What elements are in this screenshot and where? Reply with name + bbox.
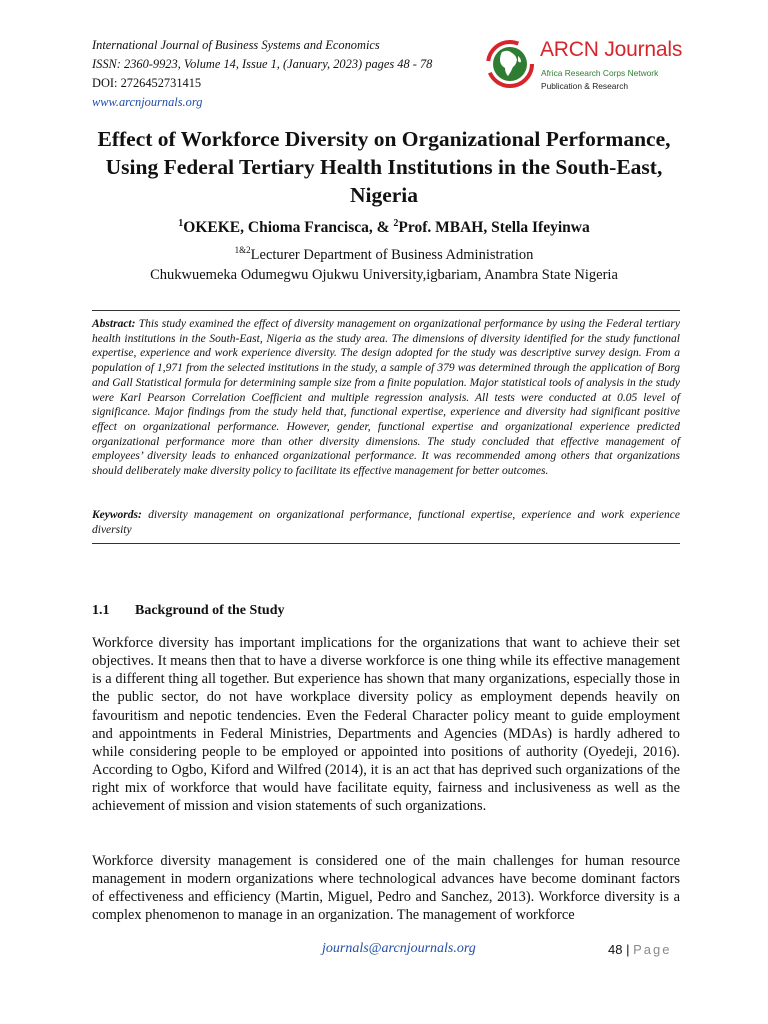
keywords-text: diversity management on organizational performance, functional expertise, experience and work experience diversity bbox=[92, 509, 680, 536]
issn-line: ISSN: 2360-9923, Volume 14, Issue 1, (January, 2023) pages 48 - 78 bbox=[92, 57, 433, 71]
paper-title: Effect of Workforce Diversity on Organizational Performance, Using Federal Tertiary Health Institutions in the South-East, Nigeria bbox=[97, 127, 671, 207]
body-paragraph-1: Workforce diversity has important implications for the organizations that want to achieve their set objectives. It means then that to have a diverse workforce is one thing while its effective management is a different thing all together. But experience has shown that many organizations, especially those in the public sector, do not have workplace diversity policy as employment depends heavily on favouritism and nepotic tendencies. Even the Federal Character policy meant to guide employment and appointments in Federal Ministries, Departments and Agencies (MDAs) is hardly adhered to while considering people to be employed or appointed into positions of authority (Oyedeji, 2016). According to Ogbo, Kiford and Wilfred (2014), it is an act that has deprived such organizations of the right mix of workforce that would have facilitate equity, fairness and inclusiveness as well as the achievement of mission and vision statements of such organizations. bbox=[92, 635, 680, 815]
abstract bbox=[92, 317, 680, 479]
keywords bbox=[92, 508, 680, 537]
journal-url-link[interactable]: www.arcnjournals.org bbox=[92, 95, 203, 109]
page-label: Page bbox=[633, 942, 672, 957]
affiliation bbox=[80, 240, 688, 285]
logo-title: ARCN Journals bbox=[540, 38, 683, 61]
author2-superscript: 2 bbox=[393, 218, 399, 229]
affiliation-department: Lecturer Department of Business Administration bbox=[250, 247, 534, 263]
abstract-bottom-rule bbox=[92, 543, 680, 544]
body-paragraph-2: Workforce diversity management is considered one of the main challenges for human resource management in modern organizations where technological advances have become dominant factors of effectiveness and efficiency (Martin, Miguel, Pedro and Sanchez, 2013). Workforce diversity is a complex phenomenon to manage in an organization. The management of workforce bbox=[92, 853, 680, 924]
abstract-top-rule bbox=[92, 310, 680, 311]
page-number bbox=[608, 942, 671, 957]
arcn-logo bbox=[484, 36, 684, 100]
author1-name: OKEKE, Chioma Francisca, & bbox=[183, 219, 394, 236]
affiliation-university: Chukwuemeka Odumegwu Ojukwu University,igbariam, Anambra State Nigeria bbox=[150, 267, 618, 283]
author1-superscript: 1 bbox=[178, 218, 184, 229]
journal-name: International Journal of Business Systems and Economics bbox=[92, 38, 380, 52]
section-number: 1.1 bbox=[92, 603, 110, 618]
journal-metadata bbox=[92, 36, 432, 112]
abstract-text: This study examined the effect of diversity management on organizational performance by using the Federal tertiary health institutions in the South-East, Nigeria as the study area. The dimensions of diversity identified for the study functional expertise, experience and work experience diversity. The design adopted for the study was descriptive survey design. From a population of 1,971 from the selected institutions in the study, a sample of 379 was determined through the application of Borg and Gall Statistical formula for determining sample size from a finite population. Major statistical tools of analysis in the study were Karl Pearson Correlation Coefficient and multiple regression analysis. All tests were conducted at 0.05 level of significance. Major findings from the study held that, functional expertise, experience and diversity had significant positive effect on organizational performance. However, gender, functional expertise and organizational experience predicted organizational performance more than other diversity dimensions. The study concluded that effective management of employees’ diversity leads to enhanced organizational performance. It was recommended among others that organizations should deliberately make diversity policy to facilitate its effective management for better outcomes. bbox=[92, 318, 680, 478]
footer-email-link[interactable]: journals@arcnjournals.org bbox=[322, 941, 476, 956]
globe-icon bbox=[484, 38, 536, 90]
abstract-label: Abstract: bbox=[92, 318, 136, 330]
page-number-value: 48 bbox=[608, 942, 623, 957]
section-heading bbox=[92, 603, 285, 619]
author-line bbox=[80, 218, 688, 237]
section-title: Background of the Study bbox=[135, 603, 285, 618]
keywords-label: Keywords: bbox=[92, 509, 142, 521]
page-separator: | bbox=[626, 942, 630, 957]
logo-subtitle-publication: Publication & Research bbox=[541, 81, 629, 91]
author2-name: Prof. MBAH, Stella Ifeyinwa bbox=[398, 219, 590, 236]
logo-subtitle-network: Africa Research Corps Network bbox=[541, 68, 659, 78]
affiliation-superscript: 1&2 bbox=[234, 245, 251, 255]
doi-line: DOI: 2726452731415 bbox=[92, 76, 202, 90]
